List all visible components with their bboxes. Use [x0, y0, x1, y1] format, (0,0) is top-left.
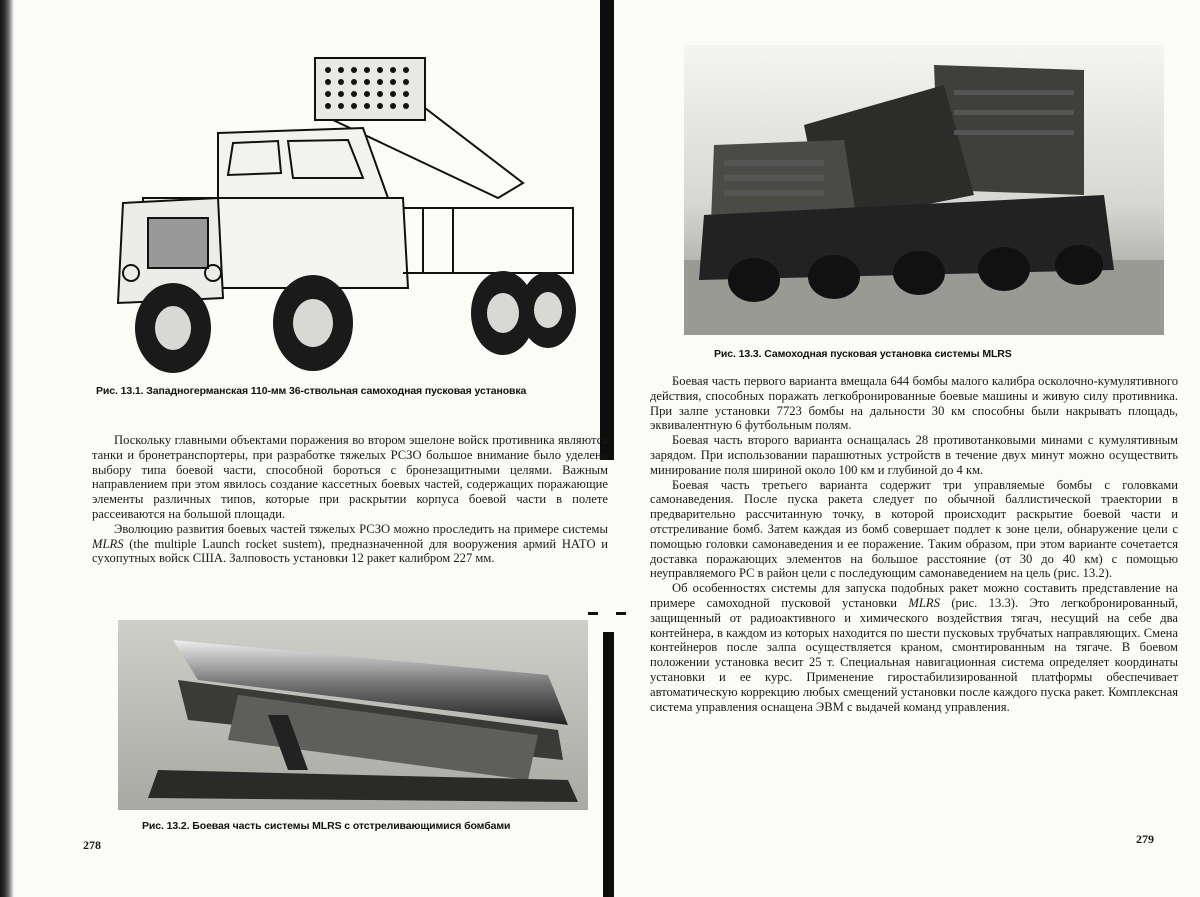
system-name: MLRS: [92, 536, 124, 551]
figure-13-3-caption: Рис. 13.3. Самоходная пусковая установка системы MLRS: [714, 348, 1012, 360]
paragraph: [650, 374, 1178, 433]
page-number: 279: [1136, 832, 1154, 846]
paragraph: [650, 433, 1178, 477]
paragraph: [92, 433, 608, 522]
paragraph: [92, 522, 608, 566]
paragraph: [650, 478, 1178, 582]
binding-shadow: [0, 0, 14, 897]
paragraph-text: Боевая часть первого варианта вмещала 644 бомбы малого калибра осколочно-кумулятивного действия, способных поражать легкобронированные боевые машины и живую силу противника. При залпе установки 7723 бомбы на дальности 30 км способны были накрывать площадь, эквивалентную 6 футбольным полям.: [650, 374, 1178, 433]
paragraph-text: Боевая часть второго варианта оснащалась 28 противотанковыми минами с кумулятивным зарядом. При использовании парашютных устройств в течение двух минут можно осуществить минирование поля шириной около 100 км и глубиной до 4 км.: [650, 433, 1178, 477]
paragraph-text: Эволюцию развития боевых частей тяжелых РСЗО можно проследить на примере системы: [114, 521, 608, 536]
right-body-text: [650, 374, 1178, 714]
figure-13-3-mlrs-photo: [684, 45, 1164, 335]
paragraph: [650, 581, 1178, 714]
right-page: [624, 0, 1194, 897]
figure-13-2-warhead-photo: [118, 620, 588, 810]
left-page: [18, 0, 608, 897]
warhead-photo: [118, 620, 588, 810]
paragraph-text: (the multiple Launch rocket sustem), предназначенной для вооружения армий НАТО и сухопутных войск США. Залповость установки 12 ракет калибром 227 мм.: [92, 536, 608, 566]
left-body-text: [92, 433, 608, 566]
system-name: MLRS: [908, 595, 940, 610]
figure-13-1-launcher-drawing: [103, 48, 608, 373]
paragraph-text: Поскольку главными объектами поражения во втором эшелоне войск противника являются танки и бронетранспортеры, при разработке тяжелых РСЗО большое внимание было уделено выбору типа боевой части, способной бороться с бронезащитными целями. Важным направлением при этом явилось создание кассетных боевых частей, содержащих поражающие элементы различных типов, которые при раскрытии корпуса боевой части в полете рассеиваются на большой площади.: [92, 433, 608, 521]
paragraph-text: Об особенностях системы для запуска подобных ракет можно составить представление на примере самоходной пусковой установки: [650, 581, 1178, 610]
mlrs-photo: [684, 45, 1164, 335]
page-number: 278: [83, 838, 101, 852]
figure-13-2-caption: Рис. 13.2. Боевая часть системы MLRS с отстреливающимися бомбами: [142, 820, 511, 832]
paragraph-text: Боевая часть третьего варианта содержит три управляемые бомбы с головками самонаведения. После пуска ракета следует по обычной баллистической траектории в предварительно рассчитанную точку, в которой происходит раскрытие боевой части и отстреливание бомб. Затем каждая из бомб совершает подлет к зоне цели, обнаружение цели с помощью головки самонаведения и ее поражение. Таким образом, при этом варианте сочетается доставка поражающих элементов на большое расстояние (от 30 до 40 км) с помощью неуправляемого РС в район цели с последующим самонаведением на цель (рис. 13.2).: [650, 477, 1178, 581]
gutter-shadow-lower: [603, 632, 614, 897]
truck-illustration: [103, 48, 608, 373]
paragraph-text: (рис. 13.3). Это легкобронированный, защищенный от радиоактивного и химического воздействия тягач, несущий на себе два контейнера, в каждом из которых находится по шести пусковых трубчатых направляющих. Смена контейнеров после залпа осуществляется краном, смонтированным на тягаче. В боевом положении установка весит 25 т. Специальная навигационная система определяет координаты установки и ее курс. Применение гиростабилизированной платформы обеспечивает автоматическую коррекцию любых смещений установки после каждого пуска ракет. Комплексная система управления оснащена ЭВМ с выдачей команд управления.: [650, 595, 1178, 714]
figure-13-1-caption: Рис. 13.1. Западногерманская 110-мм 36-ствольная самоходная пусковая установка: [96, 385, 527, 397]
